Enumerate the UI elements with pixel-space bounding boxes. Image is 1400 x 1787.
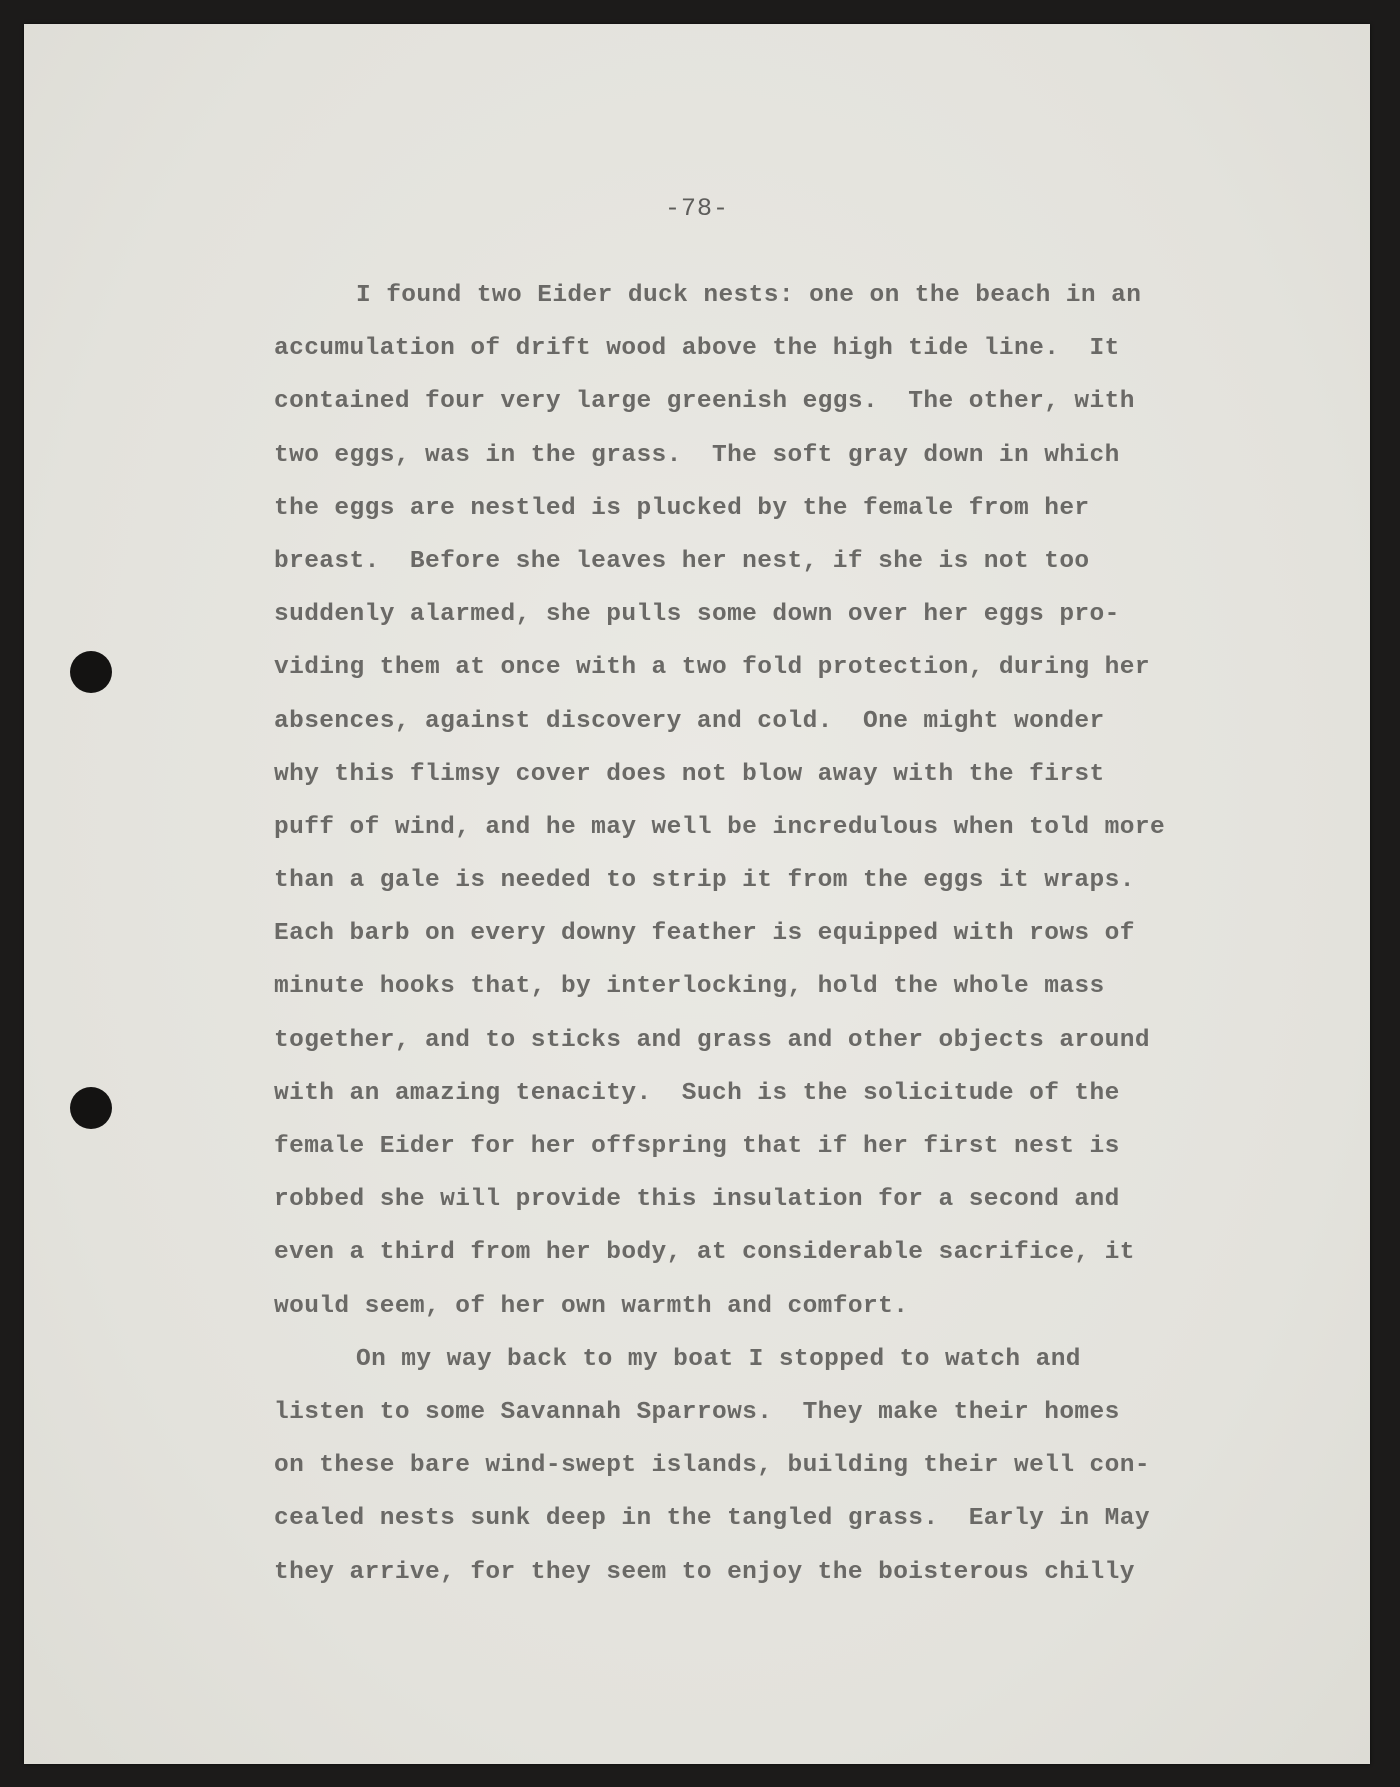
punch-hole — [70, 651, 112, 693]
text-line: robbed she will provide this insulation for a second and — [274, 1186, 1120, 1214]
text-line: breast. Before she leaves her nest, if she is not too — [274, 547, 1090, 575]
text-line: even a third from her body, at considerable sacrifice, it — [274, 1239, 1135, 1267]
text-line: why this flimsy cover does not blow away with the first — [274, 760, 1105, 788]
text-line: puff of wind, and he may well be incredulous when told more — [274, 813, 1166, 841]
text-line: Each barb on every downy feather is equipped with rows of — [274, 920, 1135, 948]
punch-hole — [70, 1087, 112, 1129]
text-line: on these bare wind-swept islands, building their well con- — [274, 1452, 1150, 1480]
text-line: with an amazing tenacity. Such is the solicitude of the — [274, 1079, 1120, 1107]
page-number: -78- — [664, 194, 729, 223]
text-line: listen to some Savannah Sparrows. They make their homes — [274, 1398, 1120, 1426]
text-line: than a gale is needed to strip it from the eggs it wraps. — [274, 867, 1135, 895]
text-line: minute hooks that, by interlocking, hold the whole mass — [274, 973, 1105, 1001]
text-line: contained four very large greenish eggs. The other, with — [274, 388, 1135, 416]
text-line: viding them at once with a two fold protection, during her — [274, 654, 1150, 682]
text-line: together, and to sticks and grass and other objects around — [274, 1026, 1150, 1054]
text-line: absences, against discovery and cold. One might wonder — [274, 707, 1105, 735]
text-line: the eggs are nestled is plucked by the female from her — [274, 494, 1090, 522]
text-line: I found two Eider duck nests: one on the beach in an — [356, 282, 1142, 309]
text-line: On my way back to my boat I stopped to watch and — [356, 1345, 1081, 1373]
typescript-page — [24, 24, 1370, 1764]
text-line: female Eider for her offspring that if her first nest is — [274, 1133, 1120, 1160]
text-line: they arrive, for they seem to enjoy the boisterous chilly — [274, 1558, 1135, 1586]
text-line: cealed nests sunk deep in the tangled grass. Early in May — [274, 1505, 1150, 1533]
text-line: would seem, of her own warmth and comfort. — [274, 1292, 909, 1320]
text-line: two eggs, was in the grass. The soft gray down in which — [274, 441, 1120, 469]
text-line: suddenly alarmed, she pulls some down over her eggs pro- — [274, 601, 1120, 629]
typed-body-text — [274, 269, 1254, 1599]
text-line: accumulation of drift wood above the high tide line. It — [274, 335, 1120, 363]
